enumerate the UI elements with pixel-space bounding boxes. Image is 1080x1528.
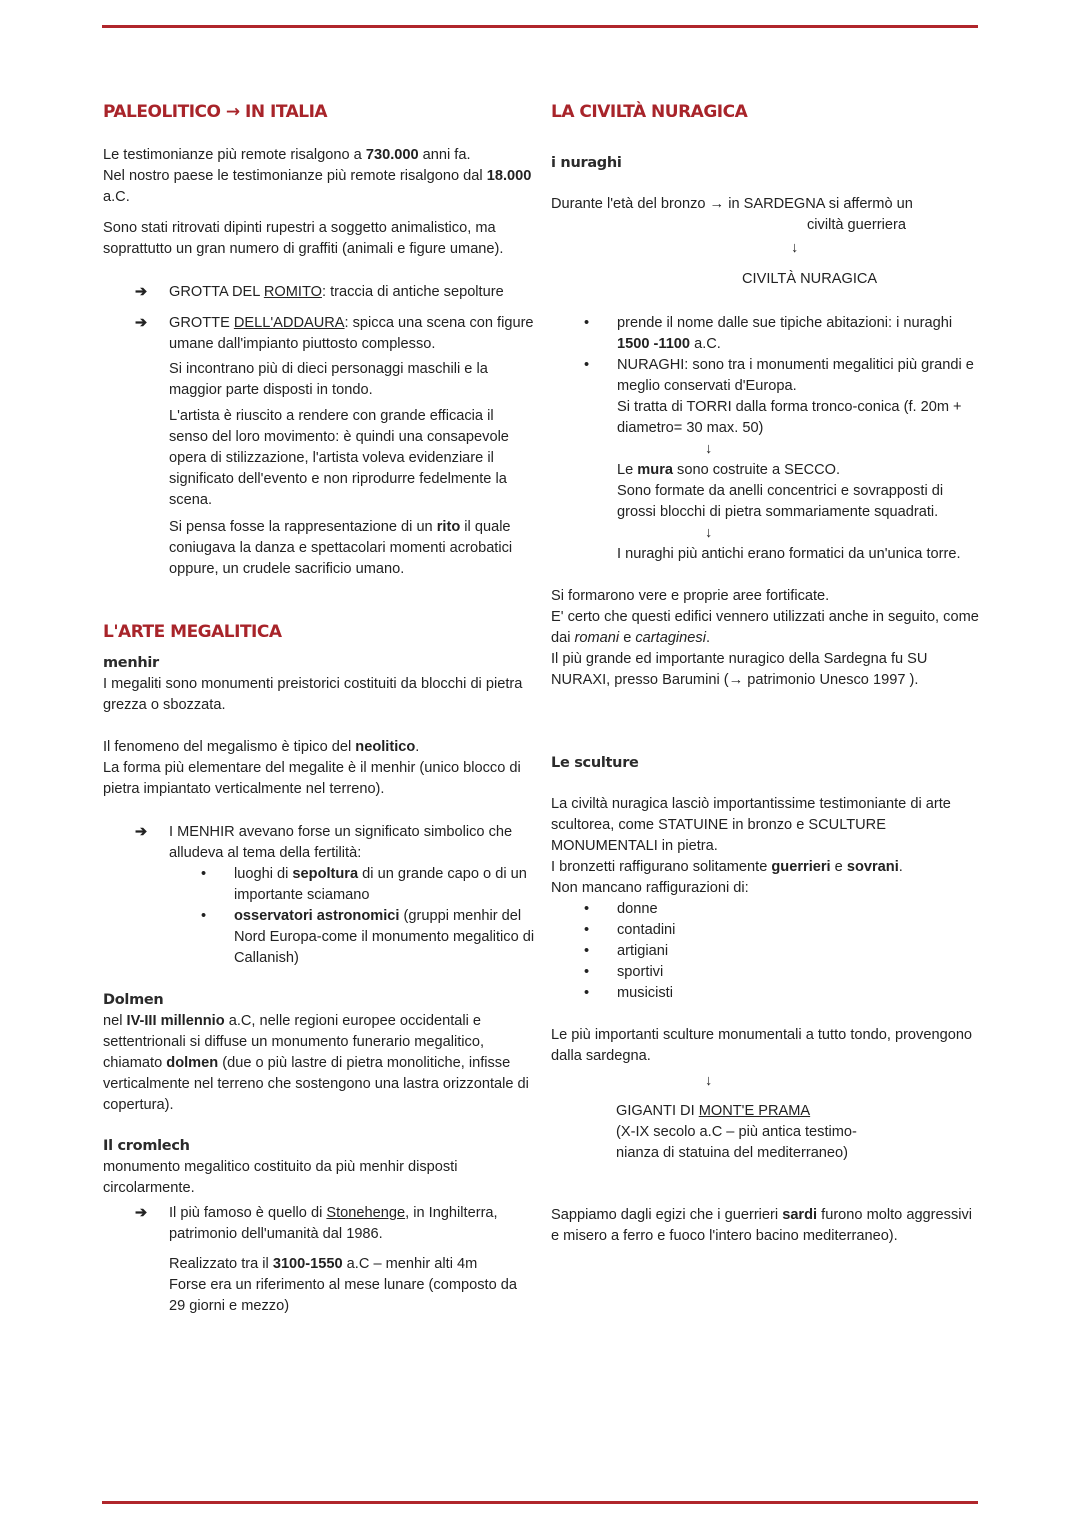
arrow-icon: ➔ [135,824,148,840]
paragraph-dolmen: nel IV-III millennio a.C, nelle regioni europee occidentali e settentrionali si diffuse un monumento funerario megalitico, chiamato dolmen (due o più lastre di pietra monolitiche, infisse verticalmente nel terreno che sostengono una lastra orizzontale di copertura). [103,1013,529,1113]
list-item-sepoltura: • luoghi di sepoltura di un grande capo o di un importante sciamano [201,866,527,903]
list-item-nome: • prende il nome dalle sue tipiche abitazioni: i nuraghi 1500 -1100 a.C. [584,315,953,352]
list-item-nuraghi: • NURAGHI: sono tra i monumenti megalitici più grandi e meglio conservati d'Europa. Si tratta di TORRI dalla forma tronco-conica (f. 20m + diametro= 30 max. 50) ↓ Le mura sono costruite a SECCO. Sono formate da anelli concentrici e sovrapposti di grossi blocchi di pietra sommariamente squadrati. ↓ I nuraghi più antichi erano formatici da un'unica torre. [551,355,981,565]
list-item-stonehenge: ➔ Il più famoso è quello di Stonehenge, in Inghilterra, patrimonio dell'umanità dal 1986. Realizzato tra il 3100-1550 a.C – menhir alti 4m Forse era un riferimento al mese lunare (composto da 29 giorni e mezzo) [135,1205,517,1314]
arrow-icon: ➔ [135,315,148,331]
bottom-rule [102,1501,978,1504]
list-item: • artigiani [584,943,669,959]
heading-dolmen: Dolmen [103,992,164,1008]
list-item-menhir: ➔ I MENHIR avevano forse un significato simbolico che alludeva al tema della fertilità: [135,824,513,861]
list-item: • sportivi [584,964,664,980]
paragraph-egizi: Sappiamo dagli egizi che i guerrieri sardi furono molto aggressivi e misero a ferro e fuoco l'intero bacino mediterraneo). [551,1207,973,1244]
heading-civilta-nuragica: LA CIVILTÀ NURAGICA [551,102,748,122]
paragraph-dipinti: Sono stati ritrovati dipinti rupestri a soggetto animalistico, ma soprattutto un gran numero di graffiti (animali e figure umane). [103,220,504,257]
list-item-osservatori: • osservatori astronomici (gruppi menhir del Nord Europa-come il monumento megalitico di Callanish) [201,908,535,966]
arrow-icon: ➔ [135,284,148,300]
heading-paleolitico: PALEOLITICO → IN ITALIA [103,102,328,122]
right-column [551,102,981,1247]
down-arrow-icon: ↓ [705,1073,713,1089]
down-arrow-icon: ↓ [705,525,713,541]
text-civilta-nuragica: CIVILTÀ NURAGICA [742,271,878,287]
paragraph-cromlech: monumento megalitico costituito da più menhir disposti circolarmente. [103,1159,458,1196]
heading-i-nuraghi: i nuraghi [551,155,622,171]
heading-cromlech: Il cromlech [103,1138,190,1154]
down-arrow-icon: ↓ [705,441,713,457]
list-item: • musicisti [584,985,673,1001]
top-rule [102,25,978,28]
paragraph-sculture: La civiltà nuragica lasciò importantissime testimoniante di arte scultorea, come STATUINE in bronzo e SCULTURE MONUMENTALI in pietra. [551,796,951,854]
paragraph-monumentali: Le più importanti sculture monumentali a tutto tondo, provengono dalla sardegna. [551,1027,973,1064]
paragraph-megaliti: I megaliti sono monumenti preistorici costituiti da blocchi di pietra grezza o sbozzata. [103,676,523,713]
heading-le-sculture: Le sculture [551,755,639,771]
text-civilta-guerriera: civiltà guerriera [807,217,906,233]
paragraph-fortificate: Si formarono vere e proprie aree fortificate. E' certo che questi edifici vennero utilizzati anche in seguito, come dai romani e cartaginesi. Il più grande ed importante nuragico della Sardegna fu SU NURAXI, presso Barumini (→ patrimonio Unesco 1997 ). [551,588,979,688]
paragraph-eta-bronzo: Durante l'età del bronzo → in SARDEGNA si affermò un [551,196,913,212]
left-column [103,102,535,1317]
list-item: • donne [584,901,658,917]
list-item-addaura: ➔ GROTTE DELL'ADDAURA: spicca una scena con figure umane dall'impianto piuttosto complesso. Si incontrano più di dieci personaggi maschili e la maggior parte disposti in tondo. L'artista è riuscito a rendere con grande efficacia il senso del loro movimento: è quindi una consapevole opera di stilizzazione, l'artista voleva evidenziare il significato dell'evento e non riprodurre fedelmente la scena. Si pensa fosse la rappresentazione di un rito il quale coniugava la danza e spettacolari momenti acrobatici oppure, un crudele sacrificio umano. [135,315,534,577]
block-giganti: GIGANTI DI MONT'E PRAMA (X-IX secolo a.C – più antica testimo-nianza di statuina del mediterraneo) [616,1103,857,1161]
arrow-icon: ➔ [135,1205,148,1221]
paragraph-bronzetti: I bronzetti raffigurano solitamente guerrieri e sovrani. Non mancano raffigurazioni di: [551,859,903,896]
list-item-romito: ➔ GROTTA DEL ROMITO: traccia di antiche sepolture [103,282,535,303]
down-arrow-icon: ↓ [791,240,799,256]
paragraph-megalismo: Il fenomeno del megalismo è tipico del neolitico. La forma più elementare del megalite è il menhir (unico blocco di pietra impiantato verticalmente nel terreno). [103,739,521,797]
heading-arte-megalitica: L'ARTE MEGALITICA [103,622,282,642]
list-item: • contadini [584,922,676,938]
paragraph-remote: Le testimonianze più remote risalgono a 730.000 anni fa. Nel nostro paese le testimonianze più remote risalgono dal 18.000 a.C. [103,147,532,205]
heading-menhir: menhir [103,655,159,671]
